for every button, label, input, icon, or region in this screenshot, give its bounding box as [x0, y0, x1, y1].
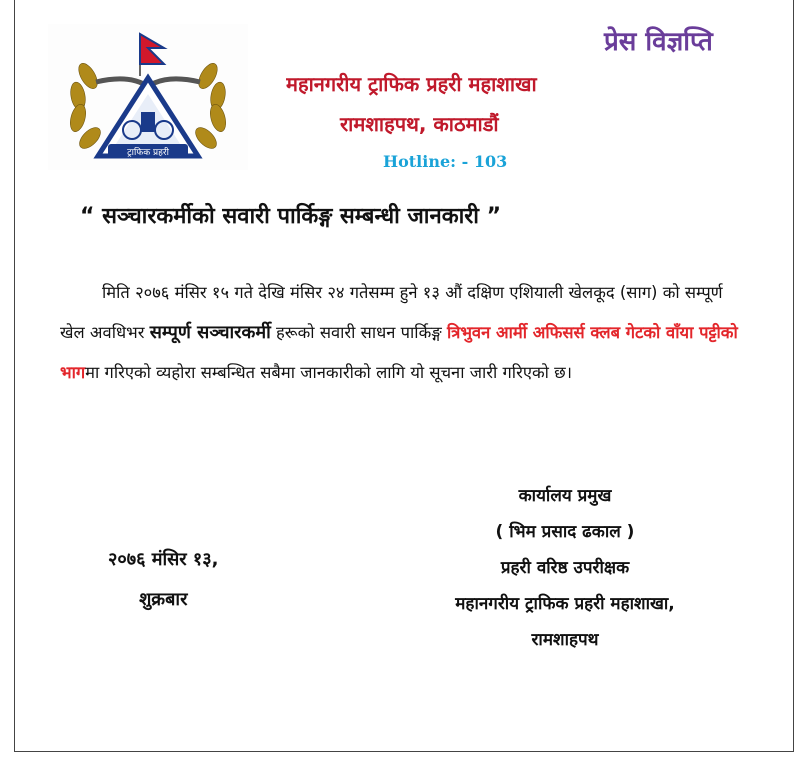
emblem-band-text: ट्राफिक प्रहरी — [127, 148, 169, 158]
notice-headline: “ सञ्चारकर्मीको सवारी पार्किङ्ग सम्बन्धी जानकारी ” — [80, 204, 502, 229]
signatory-location: रामशाहपथ — [531, 630, 599, 650]
signatory-rank: प्रहरी वरिष्ठ उपरीक्षक — [500, 558, 630, 578]
body-text-highlight: त्रिभुवन आर्मी अफिसर्स क्लब गेटको वाँया पट्टीको भाग — [60, 323, 738, 382]
signatory-name: ( भिम प्रसाद ढकाल ) — [495, 522, 635, 542]
date-line: २०७६ मंसिर १३, — [108, 549, 219, 570]
office-address: रामशाहपथ, काठमाडौं — [340, 112, 499, 136]
body-text-bold: सम्पूर्ण सञ्चारकर्मी — [149, 322, 271, 343]
body-text-3: हरूको सवारी साधन पार्किङ्ग — [270, 323, 447, 342]
weekday-line: शुक्रबार — [139, 589, 188, 610]
signatory-office: कार्यालय प्रमुख — [518, 486, 612, 506]
press-release-title: प्रेस विज्ञप्ति — [604, 27, 713, 57]
hotline-number: Hotline: - 103 — [383, 152, 508, 171]
signatory-department: महानगरीय ट्राफिक प्रहरी महाशाखा, — [455, 594, 675, 614]
body-text-5: मा गरिएको व्यहोरा सम्बन्धित सबैमा जानकारीको लागि यो सूचना जारी गरिएको छ। — [85, 363, 572, 382]
emblem-graphic — [48, 24, 248, 170]
office-name: महानगरीय ट्राफिक प्रहरी महाशाखा — [286, 72, 537, 96]
body-text-1: मिति २०७६ मंसिर १५ गते देखि मंसिर २४ गतेसम्म हुने १३ औं दक्षिण एशियाली खेलकूद (साग) को सम्पूर्ण खेल अवधिभर — [60, 283, 723, 342]
signature-block — [400, 478, 730, 658]
notice-body — [60, 273, 740, 393]
date-block — [108, 540, 219, 620]
traffic-police-emblem — [48, 24, 248, 170]
